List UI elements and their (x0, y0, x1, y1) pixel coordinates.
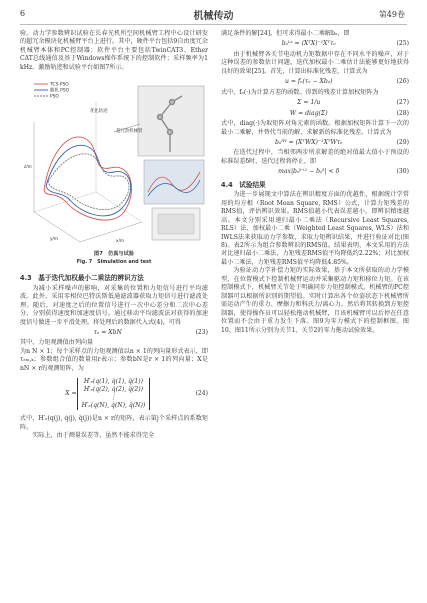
equation-body: W = diag(Σ) (289, 109, 328, 117)
equation-body: max|bₒᵏ⁺¹ − bₒᵏ| < δ (278, 168, 340, 176)
robot-label: 超冗余机械臂 (116, 129, 143, 135)
equation-28 (221, 110, 409, 118)
matrix-row: H′ₑ(q(2), q̇(2), q̈(2)) (83, 386, 144, 394)
paragraph: 满足条件的解[24]，但可求得最小二乘解bₒ，即 (221, 30, 350, 37)
axis-label-x: x/m (116, 238, 124, 244)
left-column (20, 30, 208, 441)
trajectory-plot (20, 72, 208, 270)
journal-title: 机械传动 (193, 11, 234, 22)
matrix-row: H′ₑ(q(N), q̇(N), q̈(N)) (81, 402, 146, 410)
paragraph: 为减小采样噪声的影响，对采集的位置和力矩信号进行平均滤波。此外，采用零相位巴特沃斯低通滤波器获取力矩信号进行滤波处理。随后，对速度之后的位置信号进行一次中心差分和二次中心差分，分别获得速度和加速度信号。通过移动平均滤波法对获得的加速度信号做进一步平滑处理。将处理后的数据代入式(4)，可得 (20, 284, 208, 326)
equation-body: Σ = 1/u (297, 99, 321, 107)
axis-label-y: y/m (50, 236, 58, 242)
paragraph: 为n N × 1；每个采样点的力矩观测值以n × 1的列向量形式表示，即τₑₘ,ₖ；参数组合值的数量用r表示；参数bN是r × 1的列向量；X是nN × r的观测矩阵，为 (20, 347, 208, 372)
paragraph: 其中，力矩观测值由列向量 (20, 339, 94, 347)
equation-number: (23) (195, 328, 208, 336)
matrix-row: H′ₑ(q(1), q̇(1), q̈(1)) (83, 378, 144, 386)
equation-number: (28) (396, 109, 409, 117)
figure-7 (20, 72, 208, 270)
equation-25 (221, 40, 409, 48)
equation-27 (221, 99, 409, 107)
paragraph: 由于机械臂各关节电动机力矩数据中存在不同水平的噪声，对于这种误差的参数估计问题，迭代加权最小二乘估计法能够更好地获得良好的效果[25]。首先，计算出标准化残差，计算式为 (221, 50, 409, 75)
equation-number: (27) (396, 99, 409, 107)
paragraph: 为验证动力学补偿力矩的实际效果，基于本文所获取的动力学模型，在位置模式下控制机械臂运动并采集驱动力矩和移位力矩。在该控制模式下，机械臂关节处于明确同步力矩控制模式，机械臂的PC控制器可以根据所识别的期望值。实时计算出各个位姿状态下机械臂所需运动产生的重力、摩擦力和科氏力/离心力。然后将其转换到方矩控制器，使得操作员可以轻松拖动机械臂，且该机械臂可以后停在任意位置而不会由于重力发生下落。图9为零力模式下的控制框图。图10、图11所示分别为关节1、关节2的零力拖动试验效果。 (221, 267, 409, 334)
equation-number: (24) (195, 390, 208, 398)
equation-number: (30) (396, 168, 409, 176)
equation-29 (221, 139, 409, 147)
equation-body: bₒᴸˢ = (XᵀX)⁻¹Xᵀτₑ (281, 40, 336, 48)
figure-caption-cn: 图7 仿真与试验 (94, 251, 134, 258)
equation-24: X = H′ₑ(q(1), q̇(1), q̈(1)) H′ₑ(q(2), q̇(2), q̈(2)) ⋮ H′ₑ(q(N), q̇(N), q̈(N)) (24) (65, 378, 208, 410)
equation-body: τₑ = XbN (93, 328, 122, 336)
paragraph: 式中，fₒ(·)为计算方差的函数。得到的残差计算加权矩阵为 (221, 88, 379, 96)
monitor-photo (144, 160, 204, 204)
header-rule (20, 24, 407, 25)
page-header (0, 0, 427, 30)
legend-item: TCS-PSO (50, 82, 69, 88)
volume-label: 第49卷 (378, 10, 405, 19)
matrix-row: ⋮ (110, 394, 117, 402)
page-number: 6 (20, 9, 26, 18)
equation-number: (25) (396, 40, 409, 48)
trajectory-tcs-pso (44, 137, 132, 220)
paragraph: 验。动力学参数辨识试验在长春光机所空间机械臂工程中心设计研发的超冗余模块化机械臂平台上进行。其中，硬件平台包括9自由度冗余机械臂本体和PC控制器；软件平台主要包括TwinCAT3、Ether CAT总线通信及基于Windows操作系统下的控制软件；采样频率为1 kHz。激励轨迹和试验平台如图7所示。 (20, 30, 208, 71)
robot-photo (138, 86, 204, 156)
equation-body: bₒᴵᵂ = (XᵀWX)⁻¹XᵀWτₑ (274, 138, 343, 146)
trajectory-pso (48, 154, 129, 210)
section-heading: 4.3 基于迭代加权最小二乘法的辨识方法 (20, 274, 144, 283)
paragraph: 在迭代过程中，当相邻两步所求解差的绝对值最大值小于预设的标准误差δ时，迭代过程将停止，即 (221, 149, 409, 165)
equation-body: u = fₒ(τₑ − Xbₒ) (284, 78, 333, 86)
observation-matrix (77, 378, 151, 410)
equation-number: (29) (396, 138, 409, 146)
paragraph: 实际上，由于测量误差等，虽然不能求得完全 (32, 432, 155, 440)
plot-legend (34, 82, 70, 100)
equation-23 (20, 329, 208, 337)
axis-label-z: z/m (24, 164, 32, 170)
paragraph: 式中，diag(·)为取矩阵对角元素的函数。根据加权矩阵计算下一次的最小二乘解，并替代当前的解，求解新的标准化残差。计算式为 (221, 120, 409, 136)
equation-26 (221, 78, 409, 86)
legend-item: PSO (50, 94, 59, 100)
figure-caption-en: Fig. 7 Simulation and test (76, 259, 152, 266)
equation-30 (221, 168, 409, 176)
section-heading: 4.4 试验结果 (221, 180, 266, 189)
paragraph: 为进一步展现文中算法在辨识精度方面的优越性，根据统计学常用的均方根（Root Mean Square, RMS）公式，计算力矩残差的RMS值，评估辨识效果。RMS值越小代表误差越小，即辨识精度越高。本文分别采用递归最小二乘法（Recursive Least Squares, RLS）法、加权最小二乘（Weighted Least Squares, WLS）法和IWLS法来获取动力学参数，求取力矩辨识结果，并进行验证对比(图8)。表2所示为组合参数辨识的RMS值。结果表明，本文采用的方法对比递归最小二乘法，力矩残差RMS值平均降低约2.22%；对比加权最小二乘法，力矩残差RMS值平均降低4.85%。 (221, 191, 409, 266)
legend-item: 随机 PSO (50, 88, 70, 94)
paragraph: 式中，H′ₑ(q(j), q̇(j), q̈(j))是n × r的矩阵，表示第j个采样点的系数矩阵。 (20, 415, 208, 431)
equation-number: (26) (396, 78, 409, 86)
right-column (221, 30, 409, 335)
trajectory-random-pso (46, 146, 131, 216)
opt-trajectory-label: 优化轨迹 (90, 109, 108, 115)
